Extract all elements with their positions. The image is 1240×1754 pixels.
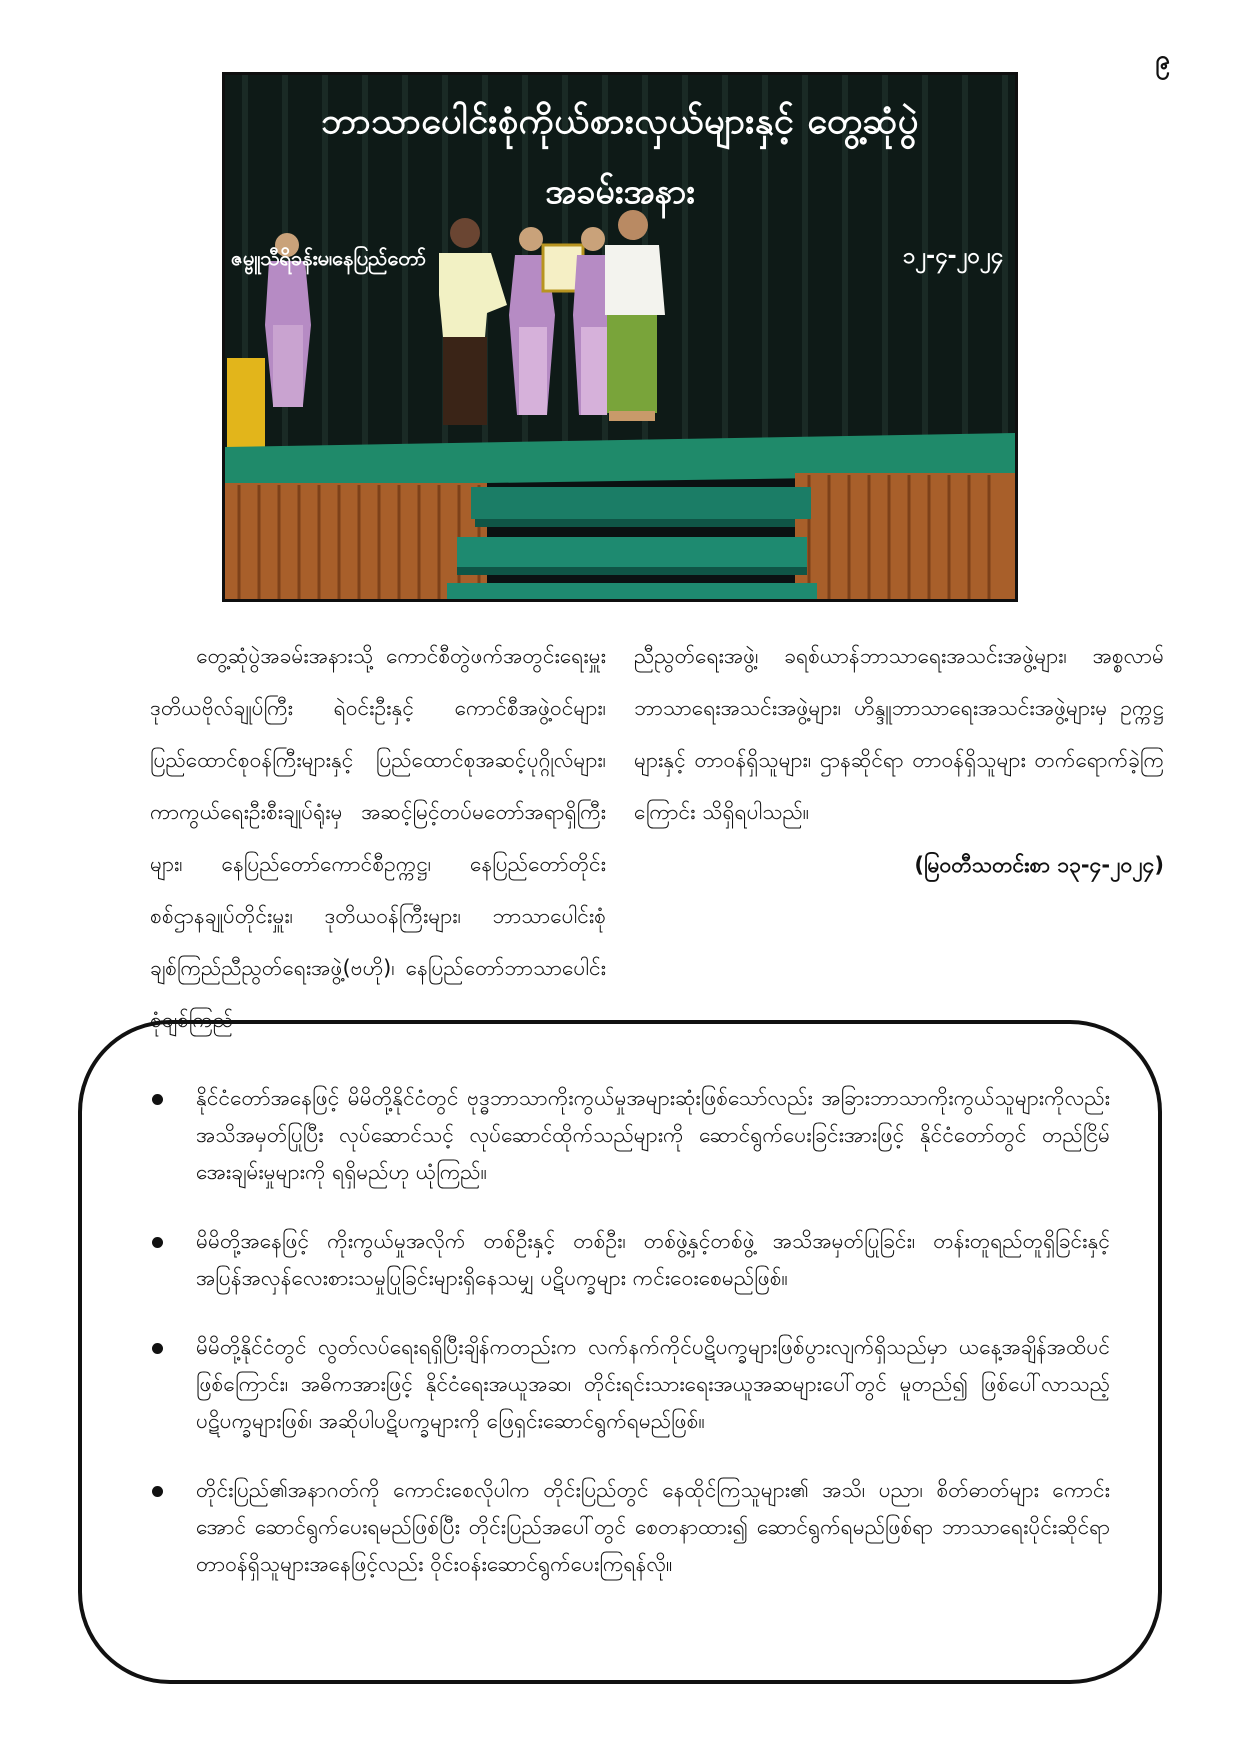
article-source: (မြဝတီသတင်းစာ ၁၃-၄-၂၀၂၄) — [914, 853, 1164, 877]
article-left-column: တွေ့ဆုံပွဲအခမ်းအနားသို့ ကောင်စီတွဲဖက်အတွင်းရေးမှူး ဒုတိယဗိုလ်ချုပ်ကြီး ရဲဝင်းဦးနှင့် ကောင်စီအဖွဲ့ဝင်များ၊ ပြည်ထောင်စုဝန်ကြီးများနှင့် ပြည်ထောင်စုအဆင့်ပုဂ္ဂိုလ်များ၊ ကာကွယ်ရေးဦးစီးချုပ်ရုံးမှ အဆင့်မြင့်တပ်မတော်အရာရှိကြီးများ၊ နေပြည်တော်ကောင်စီဥက္ကဋ္ဌ၊ နေပြည်တော်တိုင်းစစ်ဌာနချုပ်တိုင်းမှူး၊ ဒုတိယဝန်ကြီးများ၊ ဘာသာပေါင်းစုံချစ်ကြည်ညီညွတ်ရေးအဖွဲ့(ဗဟို)၊ နေပြည်တော်ဘာသာပေါင်းစုံချစ်ကြည် — [150, 644, 606, 1032]
article-right-column: ညီညွတ်ရေးအဖွဲ့၊ ခရစ်ယာန်ဘာသာရေးအသင်းအဖွဲ့များ၊ အစ္စလာမ်ဘာသာရေးအသင်းအဖွဲ့များ၊ ဟိန္ဒူဘာသာရေးအသင်းအဖွဲ့များမှ ဥက္ကဋ္ဌများနှင့် တာဝန်ရှိသူများ၊ ဌာနဆိုင်ရာ တာဝန်ရှိသူများ တက်ရောက်ခဲ့ကြကြောင်း သိရှိရပါသည်။ — [634, 644, 1164, 824]
key-points-list — [158, 1080, 1110, 1615]
key-points-box — [78, 1020, 1162, 1684]
page-number: ၉ — [1155, 45, 1170, 75]
photo-location: ဇမ္ဗူသီရိခန်းမ၊နေပြည်တော် — [231, 246, 427, 270]
event-photo — [222, 72, 1018, 602]
ceremony-scene — [225, 75, 1015, 599]
key-point-item — [158, 1472, 1110, 1583]
key-point-item — [158, 1329, 1110, 1440]
bullet-icon — [152, 1094, 163, 1105]
bullet-icon — [152, 1237, 163, 1248]
key-point-text: မိမိတို့အနေဖြင့် ကိုးကွယ်မှုအလိုက် တစ်ဦးနှင့် တစ်ဦး၊ တစ်ဖွဲ့နှင့်တစ်ဖွဲ့ အသိအမှတ်ပြုခြင်း၊ တန်းတူရည်တူရှိခြင်းနှင့် အပြန်အလှန်လေးစားသမှုပြုခြင်းများရှိနေသမျှ ပဋိပက္ခများ ကင်းဝေးစေမည်ဖြစ်။ — [196, 1229, 1110, 1290]
key-point-item — [158, 1080, 1110, 1191]
key-point-text: နိုင်ငံတော်အနေဖြင့် မိမိတို့နိုင်ငံတွင် ဗုဒ္ဓဘာသာကိုးကွယ်မှုအများဆုံးဖြစ်သော်လည်း အခြားဘာသာကိုးကွယ်သူများကိုလည်း အသိအမှတ်ပြုပြီး လုပ်ဆောင်သင့် လုပ်ဆောင်ထိုက်သည်များကို ဆောင်ရွက်ပေးခြင်းအားဖြင့် နိုင်ငံတော်တွင် တည်ငြိမ်အေးချမ်းမှုများကို ရရှိမည်ဟု ယုံကြည်။ — [196, 1086, 1110, 1184]
key-point-text: တိုင်းပြည်၏အနာဂတ်ကို ကောင်းစေလိုပါက တိုင်းပြည်တွင် နေထိုင်ကြသူများ၏ အသိ၊ ပညာ၊ စိတ်ဓာတ်များ ကောင်းအောင် ဆောင်ရွက်ပေးရမည်ဖြစ်ပြီး တိုင်းပြည်အပေါ်တွင် စေတနာထား၍ ဆောင်ရွက်ရမည်ဖြစ်ရာ ဘာသာရေးပိုင်းဆိုင်ရာ တာဝန်ရှိသူများအနေဖြင့်လည်း ဝိုင်းဝန်းဆောင်ရွက်ပေးကြရန်လို။ — [196, 1478, 1110, 1576]
bullet-icon — [152, 1486, 163, 1497]
key-point-text: မိမိတို့နိုင်ငံတွင် လွတ်လပ်ရေးရရှိပြီးချိန်ကတည်းက လက်နက်ကိုင်ပဋိပက္ခများဖြစ်ပွားလျက်ရှိသည်မှာ ယနေ့အချိန်အထိပင်ဖြစ်ကြောင်း၊ အဓိကအားဖြင့် နိုင်ငံရေးအယူအဆ၊ တိုင်းရင်းသားရေးအယူအဆများပေါ်တွင် မူတည်၍ ဖြစ်ပေါ်လာသည့် ပဋိပက္ခများဖြစ်၊ အဆိုပါပဋိပက္ခများကို ဖြေရှင်းဆောင်ရွက်ရမည်ဖြစ်။ — [196, 1335, 1110, 1433]
key-point-item — [158, 1223, 1110, 1297]
photo-subtitle: အခမ်းအနား — [545, 172, 695, 212]
photo-title: ဘာသာပေါင်းစုံကိုယ်စားလှယ်များနှင့် တွေ့ဆုံပွဲ — [321, 101, 919, 142]
photo-date: ၁၂-၄-၂၀၂၄ — [902, 244, 1003, 269]
bullet-icon — [152, 1343, 163, 1354]
